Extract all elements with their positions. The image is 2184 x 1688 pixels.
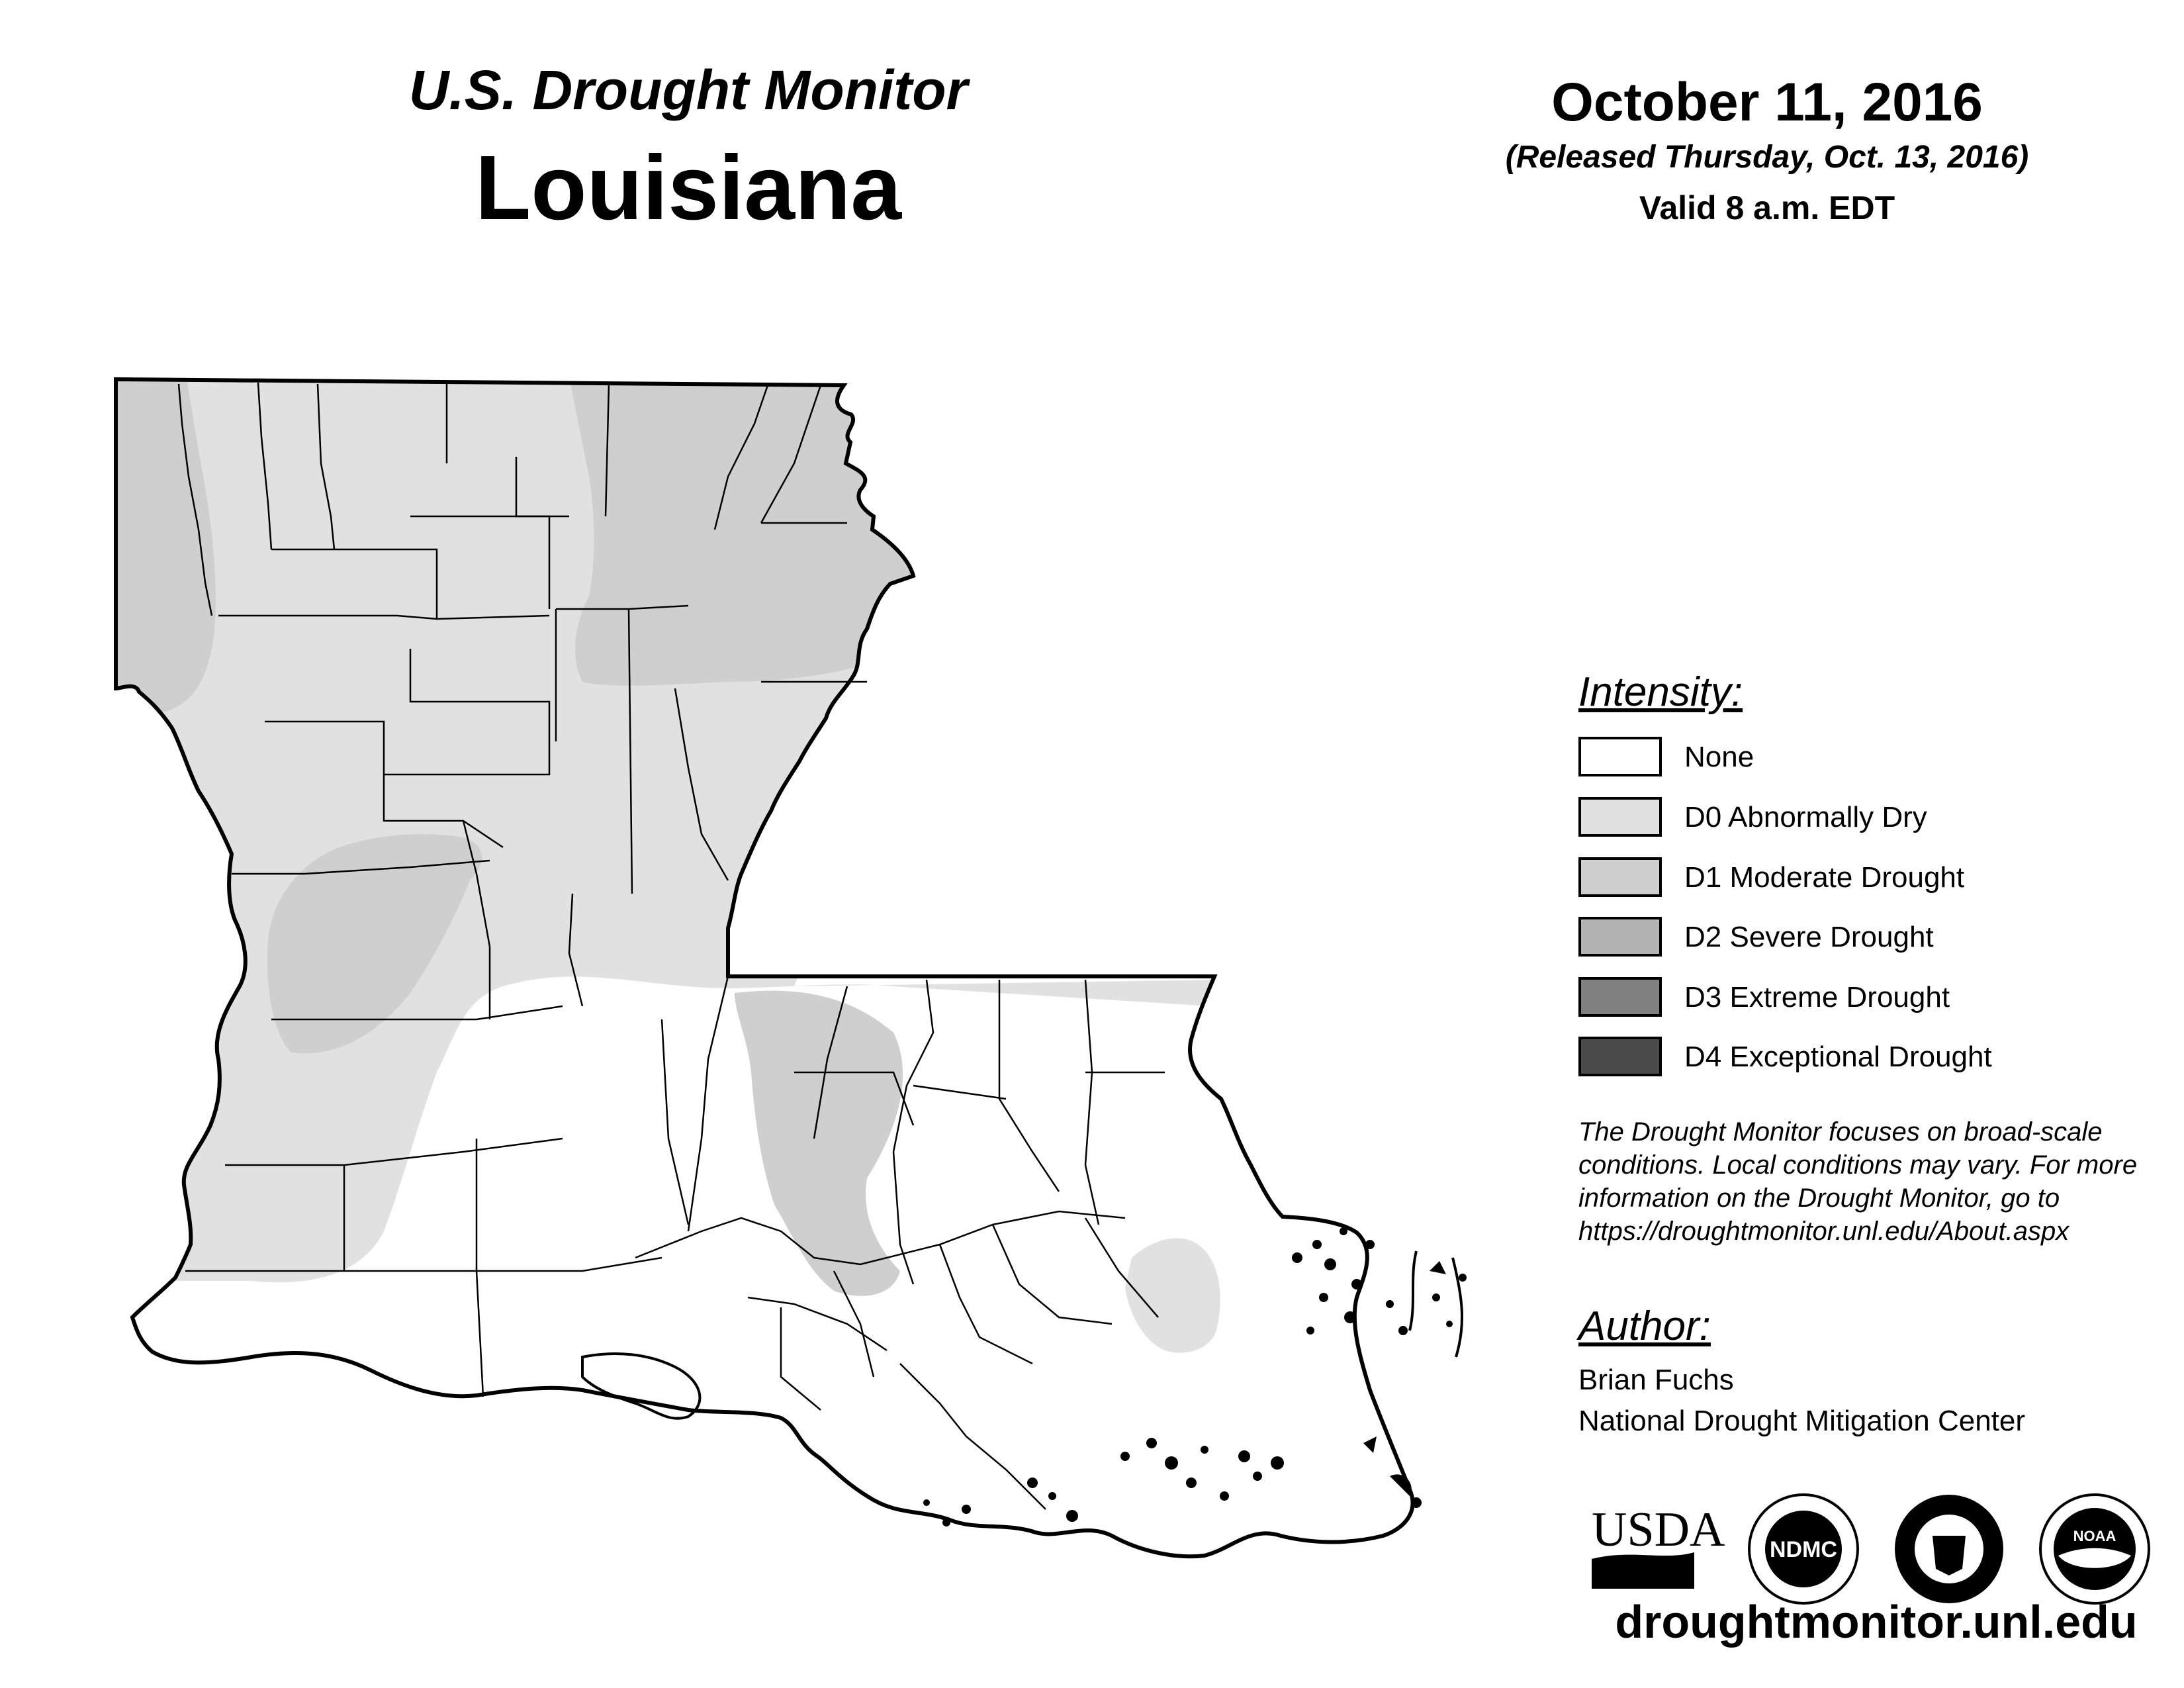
legend-swatch [1578,1037,1662,1076]
legend-label: None [1684,741,1754,773]
monitor-title: U.S. Drought Monitor [408,59,968,121]
legend-label: D0 Abnormally Dry [1684,801,1927,833]
valid-time: Valid 8 a.m. EDT [1639,189,1895,226]
legend-swatch [1578,797,1662,837]
map-date: October 11, 2016 [1551,72,1983,132]
release-date: (Released Thursday, Oct. 13, 2016) [1505,140,2029,175]
website-link[interactable]: droughtmonitor.unl.edu [1615,1596,2138,1648]
state-name: Louisiana [475,137,902,239]
usda-logo [1592,1503,1725,1589]
usda-logo-text: USDA [1592,1503,1725,1557]
legend-heading: Intensity: [1578,669,1743,715]
ndmc-logo [1749,1495,1858,1603]
legend-swatch [1578,857,1662,897]
commerce-logo [1895,1495,2003,1603]
author-name: Brian Fuchs [1578,1364,1734,1396]
author-organization: National Drought Mitigation Center [1578,1405,2026,1437]
legend-swatch [1578,737,1662,776]
noaa-logo [2040,1495,2149,1603]
legend-label: D4 Exceptional Drought [1684,1041,1992,1073]
legend-swatch [1578,977,1662,1017]
drought-monitor-note [1578,1115,2167,1248]
legend-label: D3 Extreme Drought [1684,981,1950,1013]
noaa-logo-text: NOAA [2073,1528,2116,1544]
legend-label: D1 Moderate Drought [1684,861,1965,894]
legend-swatch [1578,917,1662,957]
note-line-3: information on the Drought Monitor, go to [1578,1184,2060,1213]
ndmc-logo-text: NDMC [1770,1537,1837,1562]
note-line-1: The Drought Monitor focuses on broad-scale [1578,1117,2103,1147]
legend-label: D2 Severe Drought [1684,921,1934,953]
author-heading: Author: [1578,1303,1711,1349]
note-line-2: conditions. Local conditions may vary. For more [1578,1150,2138,1180]
note-link[interactable]: https://droughtmonitor.unl.edu/About.aspx [1578,1217,2070,1246]
